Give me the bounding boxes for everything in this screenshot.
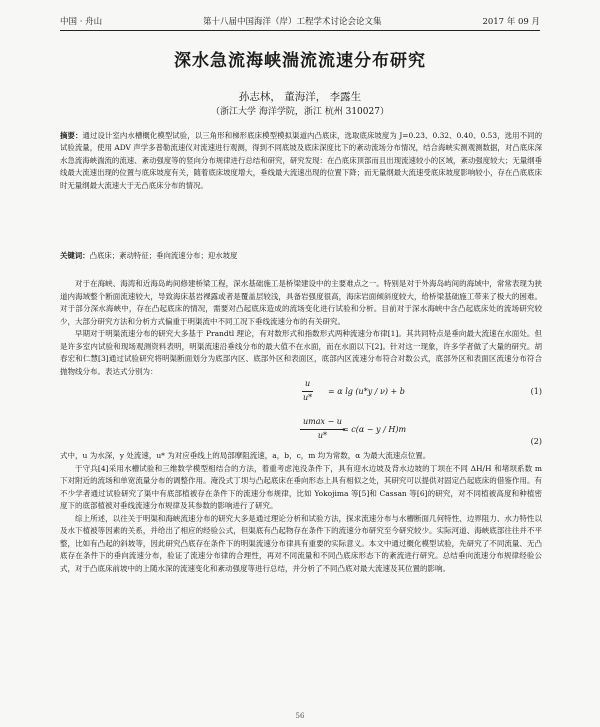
header-location: 中国 · 舟山 <box>60 17 103 27</box>
equation-1-rhs: = α lg (u*y / ν) + b <box>328 387 405 396</box>
body-text <box>60 278 542 575</box>
equation-2 <box>60 416 542 450</box>
equation-2-fraction <box>300 416 345 442</box>
header-proceedings: 第十八届中国海洋（岸）工程学术讨论会论文集 <box>203 17 382 27</box>
equation-2-number: (2) <box>530 437 542 446</box>
paper-authors: 孙志林， 董海洋， 李露生 <box>238 91 362 103</box>
abstract-label: 摘要： <box>60 131 83 140</box>
equation-1-denominator: u* <box>303 392 313 402</box>
paragraph-1: 对于在海峡、海湾和近海岛屿间修建桥梁工程，深水基础施工是桥梁建设中的主要难点之一。特别是对于外海岛屿间的海域中，常常表现为狭道内海域整个断面流速较大，导致海床基岩裸露或者是覆盖层较浅，具备岩强度很高，海床岩面倾斜度较大，给桥梁基础施工带来了极大的困难。对于部分深水海峡中，存在凸起底床的情况，需要对凸起底床造成的流场变化进行试验和分析。目前对于深水海峡中含凸起底床处的流场研究较少，大部分研究方法和分析方式偏重于明渠流中不同工况下垂线流速分布的有关研究。 <box>60 279 542 326</box>
equation-1-number: (1) <box>530 387 542 396</box>
equation-1-numerator: u <box>302 378 313 392</box>
equation-2-rhs: = c(α − y / H)m <box>342 425 407 434</box>
running-header <box>60 14 540 28</box>
paragraph-5: 综上所述，以往关于明渠和海峡流速分布的研究大多是通过理论分析和试验方法，探求流速分布与水槽断面几何特性、边界阻力、水力特性以及水下植被等因素的关系，并给出了相应的经验公式，但渠底有凸起物存在条件下的流速分布研究至今研究较少。实际河道、海峡底部往往并不平整，比如有凸起的斜坡等，因此研究凸底存在条件下的明渠流速分布律具有重要的实际意义。本文中通过概化模型试验，先研究了不同流量、无凸底存在条件下的垂向流速分布，验证了流速分布律的合理性，再对不同流量和不同凸底床形态下的紊流进行研究。总结垂向流速分布规律经验公式，对于凸底床前坡中的上随水深的流速变化和紊动强度等进行总结，并分析了不同凸底对最大流速及其位置的影响。 <box>60 513 542 573</box>
keywords-text: 凸底床；紊动特征；垂向流速分布；迎水坡度 <box>89 251 238 260</box>
abstract-text: 通过设计室内水槽概化模型试验，以三角形和梯形底床模型模拟渠道内凸底床，选取底床坡度为 J=0.23、0.32、0.40、0.53，选用不同的试验流量，使用 ADV 声学多普勒流速仪对流速进行观测，得到不同底坡及底床深度比下的紊动流场分布情况，结合海峡实测观测数据，对凸底床深水急流海峡湍流的流速、紊动强度等的竖向分布规律进行总结和研究，研究发现：在凸底床顶部而且出现流速较小的区域，紊动强度较大；无量纲垂线最大流速出现的位置与底床坡度有关，随着底床坡度增大，垂线最大流速出现的位置下降；而无量纲最大流速受底床坡度影响较小，存在凸底底床时无量纲最大流速大于无凸底床分布的情况。 <box>60 131 542 190</box>
equation-1 <box>60 378 542 416</box>
keywords-label: 关键词： <box>60 251 90 260</box>
equation-1-fraction <box>302 378 313 404</box>
paragraph-3: 式中，u 为水深，y 处流速，u* 为对应垂线上的局部摩阻流速，a，b，c，m 均为常数，α 为最大流速点位置。 <box>60 451 431 460</box>
equation-2-denominator: u* <box>317 430 328 440</box>
paper-affiliation: （浙江大学 海洋学院，浙江 杭州 310027） <box>211 107 389 117</box>
equation-2-numerator: umax − u <box>300 416 345 430</box>
paper-title: 深水急流海峡湍流流速分布研究 <box>174 51 426 71</box>
abstract <box>60 130 542 192</box>
paragraph-4: 于守兵[4]采用水槽试验和三维数学模型相结合的方法，着重考虑沌没条件下，具有迎水边坡及背水边坡的丁坝在不同 ΔH/H 和堵坝系数 m 下对附近的流场和单宽流量分布的调整作用。淹没式丁坝与凸起底床在垂向形态上具有相似之处，其研究可以提供对固定凸起底床的借鉴作用。有不少学者通过试验研究了渠中有底部植被存在条件下的流速分布规律，比如 Yokojima 等[5]和 Cassan 等[6]的研究，对不同植被高度和种植密度下的底部植被对垂线流速分布规律及其参数的影响进行了研究。 <box>60 463 542 510</box>
page-number: 56 <box>295 712 305 720</box>
header-rule <box>60 30 540 31</box>
paragraph-2: 早期对于明渠流速分布的研究大多基于 Prandtl 理论，有对数形式和指数形式两种流速分布律[1]。其共同特点是垂向最大流速在水面处。但是许多室内试验和现场观测资料表明，明渠流速沿垂线分布的最大值不在水面，而在水面以下[2]。针对这一现象，许多学者做了大量的研究。胡春宏和仁慧[3]通过试验研究将明渠断面划分为底部内区、底部外区和表面区，底部内区流速分布符合对数公式，底部外区和表面区流速分布符合抛物线分布。表达式分别为： <box>60 329 542 376</box>
header-date: 2017 年 09 月 <box>482 17 540 27</box>
keywords <box>60 250 542 262</box>
